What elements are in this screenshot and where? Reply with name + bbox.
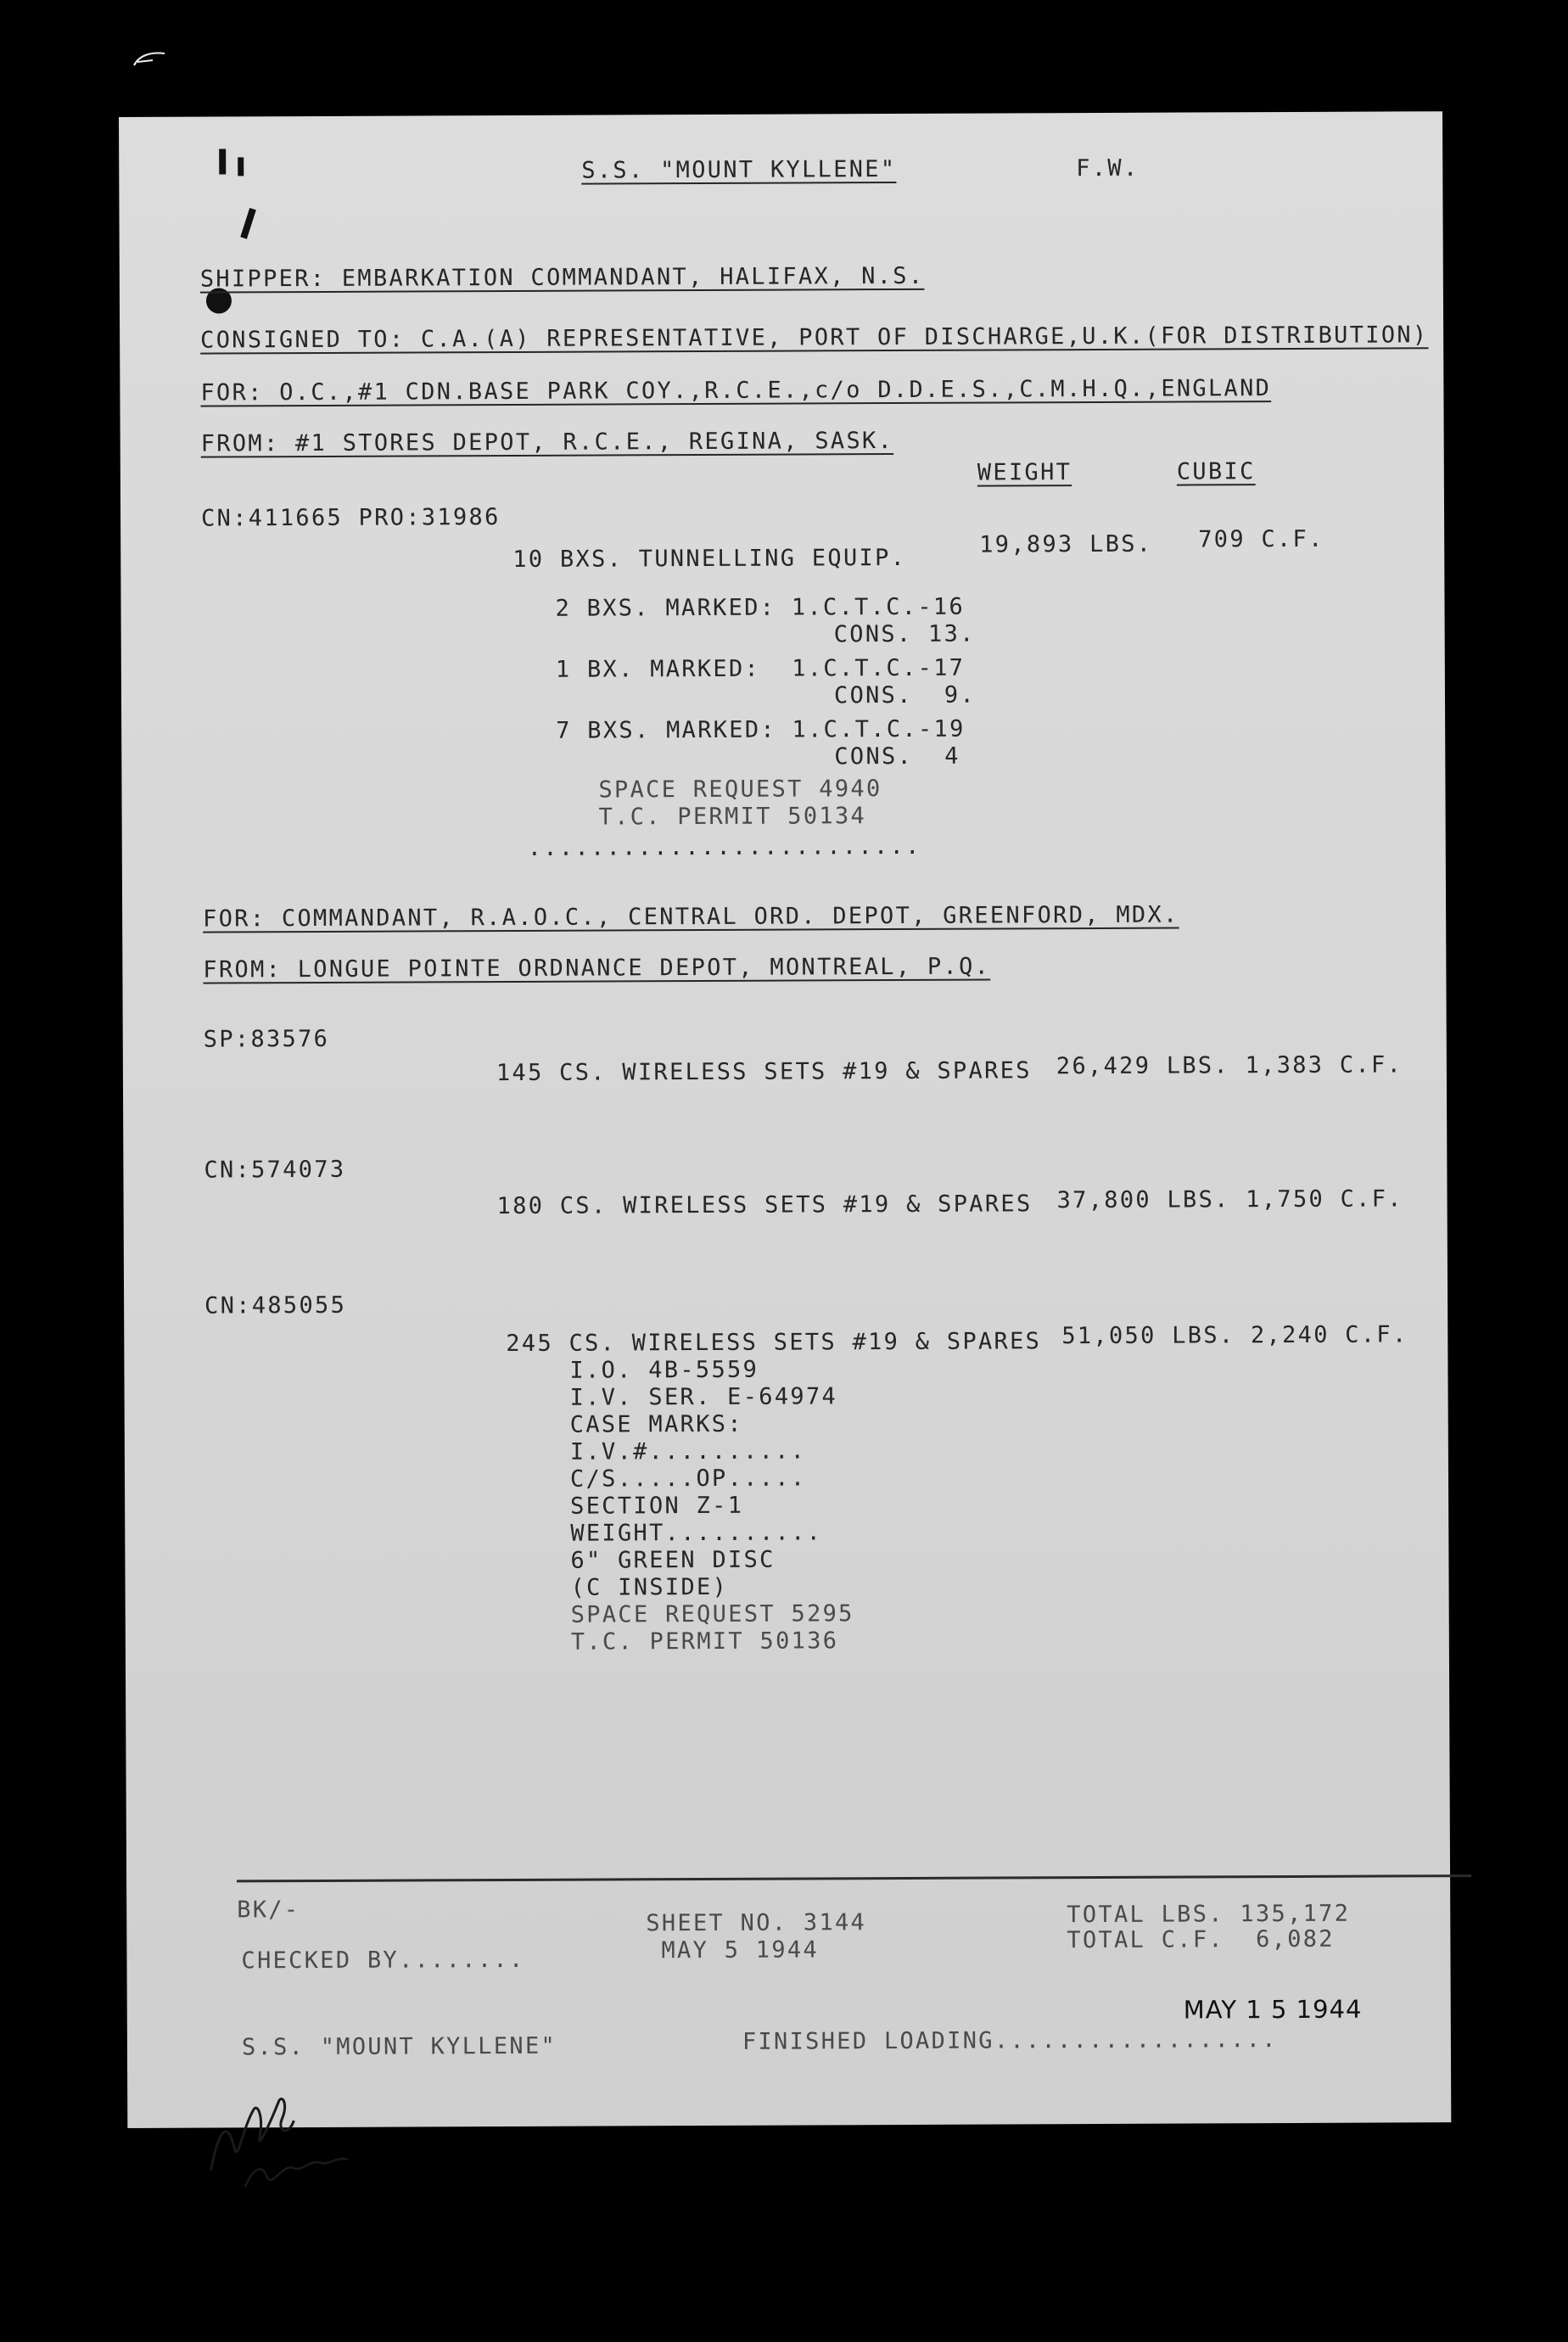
cubic-column-header: CUBIC [1176, 458, 1256, 485]
finished-loading-line: FINISHED LOADING.................. [742, 2026, 1278, 2055]
footer-rule [237, 1874, 1471, 1882]
margin-mark [238, 157, 244, 176]
entry-2-ref: SP:83576 [203, 1025, 330, 1053]
entry-3-ref: CN:574073 [204, 1156, 346, 1184]
entry-1-line: CONS. 13. [833, 620, 976, 648]
entry-1-ref: CN:411665 PRO:31986 [200, 504, 501, 532]
entry-1-line: 1 BX. MARKED: 1.C.T.C.-17 [555, 654, 966, 683]
entry-1-item: 10 BXS. TUNNELLING EQUIP. [512, 544, 907, 573]
entry-4-line: WEIGHT.......... [570, 1519, 823, 1547]
weight-column-header: WEIGHT [977, 459, 1072, 486]
margin-mark [240, 208, 256, 239]
entry-4-line: SPACE REQUEST 5295 [570, 1600, 854, 1628]
initials-mark: F.W. [1076, 154, 1140, 182]
document-sheet [119, 111, 1451, 2128]
entry-4-line: I.V.#.......... [569, 1437, 807, 1465]
entry-4-line: 6" GREEN DISC [570, 1546, 776, 1574]
entry-4-item: 245 CS. WIRELESS SETS #19 & SPARES [506, 1328, 1042, 1358]
entry-1-line: CONS. 4 [834, 742, 960, 770]
entry-4-line: I.V. SER. E-64974 [569, 1383, 838, 1411]
sheet-number: SHEET NO. 3144 [646, 1909, 867, 1937]
for-line-2: FOR: COMMANDANT, R.A.O.C., CENTRAL ORD. DEPOT, GREENFORD, MDX. [203, 901, 1179, 933]
entry-2-quantity: 26,429 LBS. 1,383 C.F. [1056, 1051, 1403, 1080]
entry-1-line: 7 BXS. MARKED: 1.C.T.C.-19 [556, 715, 966, 744]
entry-1-separator: ......................... [527, 832, 921, 861]
entry-2-item: 145 CS. WIRELESS SETS #19 & SPARES [496, 1057, 1032, 1087]
entry-1-line: 2 BXS. MARKED: 1.C.T.C.-16 [555, 593, 966, 622]
entry-4-line: SECTION Z-1 [570, 1492, 744, 1520]
entry-4-line: (C INSIDE) [570, 1573, 729, 1601]
sheet-date: MAY 5 1944 [661, 1936, 820, 1964]
from-line-2: FROM: LONGUE POINTE ORDNANCE DEPOT, MONTREAL, P.Q. [203, 953, 991, 983]
ship-name-footer: S.S. "MOUNT KYLLENE" [241, 2032, 557, 2061]
entry-4-ref: CN:485055 [204, 1291, 347, 1319]
entry-1-line: CONS. 9. [833, 681, 977, 709]
entry-1-line: SPACE REQUEST 4940 [598, 776, 882, 804]
checked-by-line: CHECKED BY........ [241, 1946, 525, 1975]
entry-4-line: C/S.....OP..... [569, 1465, 807, 1493]
consigned-line: CONSIGNED TO: C.A.(A) REPRESENTATIVE, PORT OF DISCHARGE,U.K.(FOR DISTRIBUTION) [200, 322, 1429, 354]
entry-3-item: 180 CS. WIRELESS SETS #19 & SPARES [496, 1191, 1033, 1220]
total-lbs: TOTAL LBS. 135,172 [1067, 1900, 1351, 1929]
entry-4-line: I.O. 4B-5559 [569, 1356, 759, 1384]
entry-1-weight: 19,893 LBS. [979, 530, 1153, 558]
entry-1-line: T.C. PERMIT 50134 [598, 803, 867, 831]
entry-4-line: T.C. PERMIT 50136 [570, 1628, 839, 1656]
ship-name-header: S.S. "MOUNT KYLLENE" [581, 156, 897, 184]
typist-initials: BK/- [237, 1897, 300, 1924]
entry-1-cubic: 709 C.F. [1198, 525, 1324, 553]
for-line-1: FOR: O.C.,#1 CDN.BASE PARK COY.,R.C.E.,c/o D.D.E.S.,C.M.H.Q.,ENGLAND [200, 375, 1272, 406]
entry-4-line: CASE MARKS: [569, 1410, 743, 1438]
handwritten-signature [193, 2068, 398, 2205]
shipper-line: SHIPPER: EMBARKATION COMMANDANT, HALIFAX, N.S. [199, 262, 925, 293]
entry-3-quantity: 37,800 LBS. 1,750 C.F. [1056, 1185, 1403, 1214]
date-stamp: MAY 1 5 1944 [1183, 1994, 1363, 2025]
from-line-1: FROM: #1 STORES DEPOT, R.C.E., REGINA, SASK. [200, 428, 894, 457]
entry-4-quantity: 51,050 LBS. 2,240 C.F. [1061, 1321, 1408, 1350]
margin-mark [219, 148, 226, 174]
corner-pen-mark [127, 47, 178, 72]
total-cf: TOTAL C.F. 6,082 [1067, 1925, 1335, 1954]
